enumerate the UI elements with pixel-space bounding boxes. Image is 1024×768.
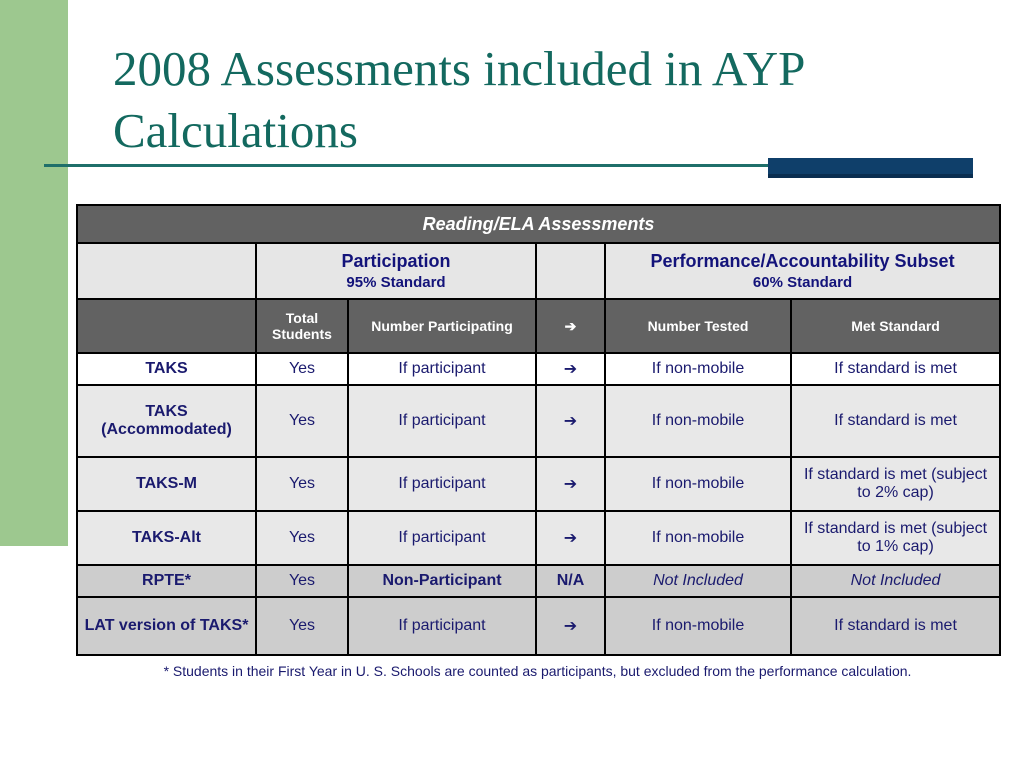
row-total: Yes [256, 597, 348, 655]
main-header: Reading/ELA Assessments [77, 205, 1000, 243]
performance-label: Performance/Accountability Subset [650, 251, 955, 271]
row-participating: If participant [348, 597, 536, 655]
row-participating: If participant [348, 457, 536, 511]
row-assessment-name: LAT version of TAKS* [77, 597, 256, 655]
arrow-icon: ➔ [536, 597, 605, 655]
row-participating: If participant [348, 511, 536, 565]
table-row [77, 385, 1000, 457]
col-number-tested: Number Tested [605, 299, 791, 353]
table-group-header-row [77, 243, 1000, 299]
table-row [77, 457, 1000, 511]
row-tested: Not Included [605, 565, 791, 597]
table-row [77, 353, 1000, 385]
participation-header [256, 243, 536, 299]
row-met: If standard is met [791, 597, 1000, 655]
title-divider-line [44, 164, 769, 167]
row-total: Yes [256, 385, 348, 457]
row-participating: If participant [348, 385, 536, 457]
row-arrow-na: N/A [536, 565, 605, 597]
col-total-students: Total Students [256, 299, 348, 353]
side-accent-bar [0, 0, 68, 546]
row-total: Yes [256, 511, 348, 565]
arrow-icon: ➔ [536, 385, 605, 457]
row-total: Yes [256, 457, 348, 511]
arrow-icon: ➔ [536, 299, 605, 353]
assessment-table-container [76, 204, 999, 656]
row-participating: Non-Participant [348, 565, 536, 597]
row-tested: If non-mobile [605, 511, 791, 565]
table-column-header-row [77, 299, 1000, 353]
row-tested: If non-mobile [605, 353, 791, 385]
row-met: If standard is met [791, 353, 1000, 385]
row-assessment-name: TAKS (Accommodated) [77, 385, 256, 457]
participation-label: Participation [341, 251, 451, 271]
row-tested: If non-mobile [605, 385, 791, 457]
arrow-icon: ➔ [536, 457, 605, 511]
row-met: If standard is met [791, 385, 1000, 457]
row-participating: If participant [348, 353, 536, 385]
row-met: Not Included [791, 565, 1000, 597]
table-row [77, 597, 1000, 655]
row-total: Yes [256, 353, 348, 385]
row-assessment-name: TAKS-M [77, 457, 256, 511]
row-assessment-name: RPTE* [77, 565, 256, 597]
participation-standard: 95% Standard [346, 274, 446, 291]
table-row [77, 565, 1000, 597]
empty-header-cell [77, 299, 256, 353]
performance-header [605, 243, 1000, 299]
title-divider-block [768, 158, 973, 178]
row-total: Yes [256, 565, 348, 597]
col-number-participating: Number Participating [348, 299, 536, 353]
table-row [77, 511, 1000, 565]
assessment-table [76, 204, 1001, 656]
arrow-icon: ➔ [536, 511, 605, 565]
row-tested: If non-mobile [605, 597, 791, 655]
row-tested: If non-mobile [605, 457, 791, 511]
row-met: If standard is met (subject to 1% cap) [791, 511, 1000, 565]
empty-header-cell [536, 243, 605, 299]
row-assessment-name: TAKS [77, 353, 256, 385]
performance-standard: 60% Standard [752, 274, 853, 291]
table-main-header-row [77, 205, 1000, 243]
arrow-icon: ➔ [536, 353, 605, 385]
row-assessment-name: TAKS-Alt [77, 511, 256, 565]
footnote: * Students in their First Year in U. S. Schools are counted as participants, but excluded from the performance calculation. [163, 663, 912, 679]
empty-header-cell [77, 243, 256, 299]
col-met-standard: Met Standard [791, 299, 1000, 353]
slide-title: 2008 Assessments included in AYP Calculations [113, 41, 804, 158]
row-met: If standard is met (subject to 2% cap) [791, 457, 1000, 511]
